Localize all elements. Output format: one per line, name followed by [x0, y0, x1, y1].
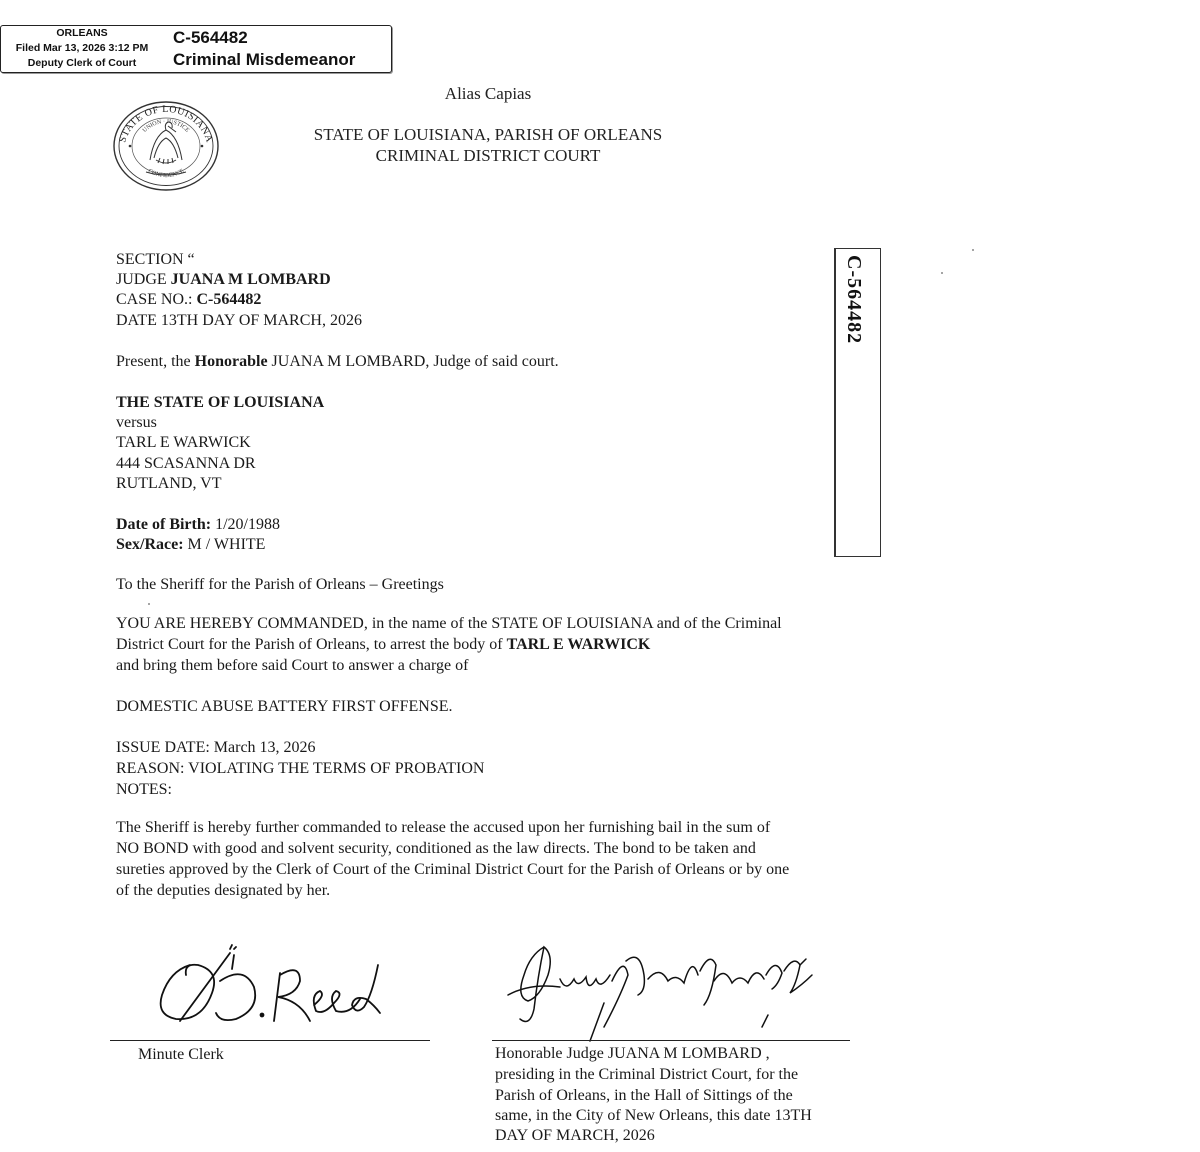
bail-line-3: sureties approved by the Clerk of Court of the Criminal District Court for the Parish of Orleans or by one [116, 861, 790, 878]
state-party: THE STATE OF LOUISIANA [116, 394, 325, 411]
judge-attestation-2: presiding in the Criminal District Court, for the [495, 1066, 799, 1083]
present-honorable: Honorable [194, 353, 268, 370]
judge-signature-line [492, 1040, 850, 1041]
present-prefix: Present, the [116, 353, 195, 370]
issue-date: ISSUE DATE: March 13, 2026 [116, 739, 316, 756]
case-number: C-564482 [196, 291, 262, 308]
dob-value: 1/20/1988 [211, 516, 280, 533]
stamp-clerk: Deputy Clerk of Court [27, 57, 137, 69]
bail-line-2: NO BOND with good and solvent security, conditioned as the law directs. The bond to be taken and [116, 840, 756, 857]
header-court-line-2: CRIMINAL DISTRICT COURT [375, 146, 601, 165]
header-court-line-1: STATE OF LOUISIANA, PARISH OF ORLEANS [313, 125, 663, 144]
stamp-filed: Filed Mar 13, 2026 3:12 PM [15, 42, 149, 54]
state-seal [110, 100, 222, 192]
seal-top-text: STATE OF LOUISIANA [117, 103, 215, 145]
command-line-1: YOU ARE HEREBY COMMANDED, in the name of the STATE OF LOUISIANA and of the Criminal [116, 615, 782, 632]
judge-prefix: JUDGE [116, 271, 171, 288]
stamp-parish: ORLEANS [56, 27, 108, 39]
vertical-case-number: C-564482 [843, 255, 865, 345]
sexrace-line [116, 535, 265, 556]
judge-attestation-3: Parish of Orleans, in the Hall of Sittings of the [495, 1087, 793, 1104]
judge-attestation-1: Honorable Judge JUANA M LOMBARD , [495, 1045, 770, 1062]
stamp-left [1, 26, 163, 72]
document-title: Alias Capias [444, 84, 532, 103]
present-rest: JUANA M LOMBARD, Judge of said court. [267, 353, 559, 370]
case-number-line [116, 290, 261, 311]
scan-speck [148, 603, 150, 605]
clerk-signature-line [110, 1040, 430, 1041]
stamp-case-number: C-564482 [173, 28, 248, 47]
command-line-2-prefix: District Court for the Parish of Orleans, to arrest the body of [116, 636, 507, 653]
defendant-name: TARL E WARWICK [116, 434, 251, 451]
scan-speck [972, 249, 974, 251]
judge-signature [500, 935, 830, 1045]
scan-speck [941, 272, 943, 274]
sexrace-value: M / WHITE [183, 536, 266, 553]
case-number-prefix: CASE NO.: [116, 291, 197, 308]
filing-stamp [0, 25, 392, 73]
judge-attestation-4: same, in the City of New Orleans, this date 13TH [495, 1107, 812, 1124]
command-line-3: and bring them before said Court to answer a charge of [116, 657, 469, 674]
judge-line [116, 270, 331, 291]
bail-line-4: of the deputies designated by her. [116, 882, 331, 899]
judge-attestation-5: DAY OF MARCH, 2026 [495, 1127, 655, 1144]
notes-label: NOTES: [116, 781, 172, 798]
seal-inner-text: UNION · JUSTICE [141, 118, 191, 134]
vertical-case-box [834, 248, 881, 557]
judge-name: JUANA M LOMBARD [170, 271, 331, 288]
clerk-signature [150, 935, 400, 1035]
date-line: DATE 13TH DAY OF MARCH, 2026 [116, 312, 362, 329]
dob-line [116, 515, 280, 536]
command-line-2 [116, 635, 650, 656]
sexrace-label: Sex/Race: [116, 536, 184, 553]
stamp-case-type: Criminal Misdemeanor [173, 50, 356, 69]
section-line: SECTION “ [116, 251, 195, 268]
defendant-address-2: RUTLAND, VT [116, 475, 222, 492]
command-defendant-name: TARL E WARWICK [506, 636, 651, 653]
dob-label: Date of Birth: [116, 516, 212, 533]
stamp-right [173, 26, 355, 71]
greeting: To the Sheriff for the Parish of Orleans – Greetings [116, 576, 444, 593]
minute-clerk-label: Minute Clerk [138, 1046, 224, 1063]
defendant-address-1: 444 SCASANNA DR [116, 455, 256, 472]
pelican-icon [146, 122, 186, 175]
present-line [116, 352, 559, 373]
versus-label: versus [116, 414, 157, 431]
seal-bottom-text: CONFIDENCE [146, 168, 186, 180]
charge: DOMESTIC ABUSE BATTERY FIRST OFFENSE. [116, 698, 453, 715]
bail-line-1: The Sheriff is hereby further commanded to release the accused upon her furnishing bail in the sum of [116, 819, 771, 836]
reason: REASON: VIOLATING THE TERMS OF PROBATION [116, 760, 485, 777]
